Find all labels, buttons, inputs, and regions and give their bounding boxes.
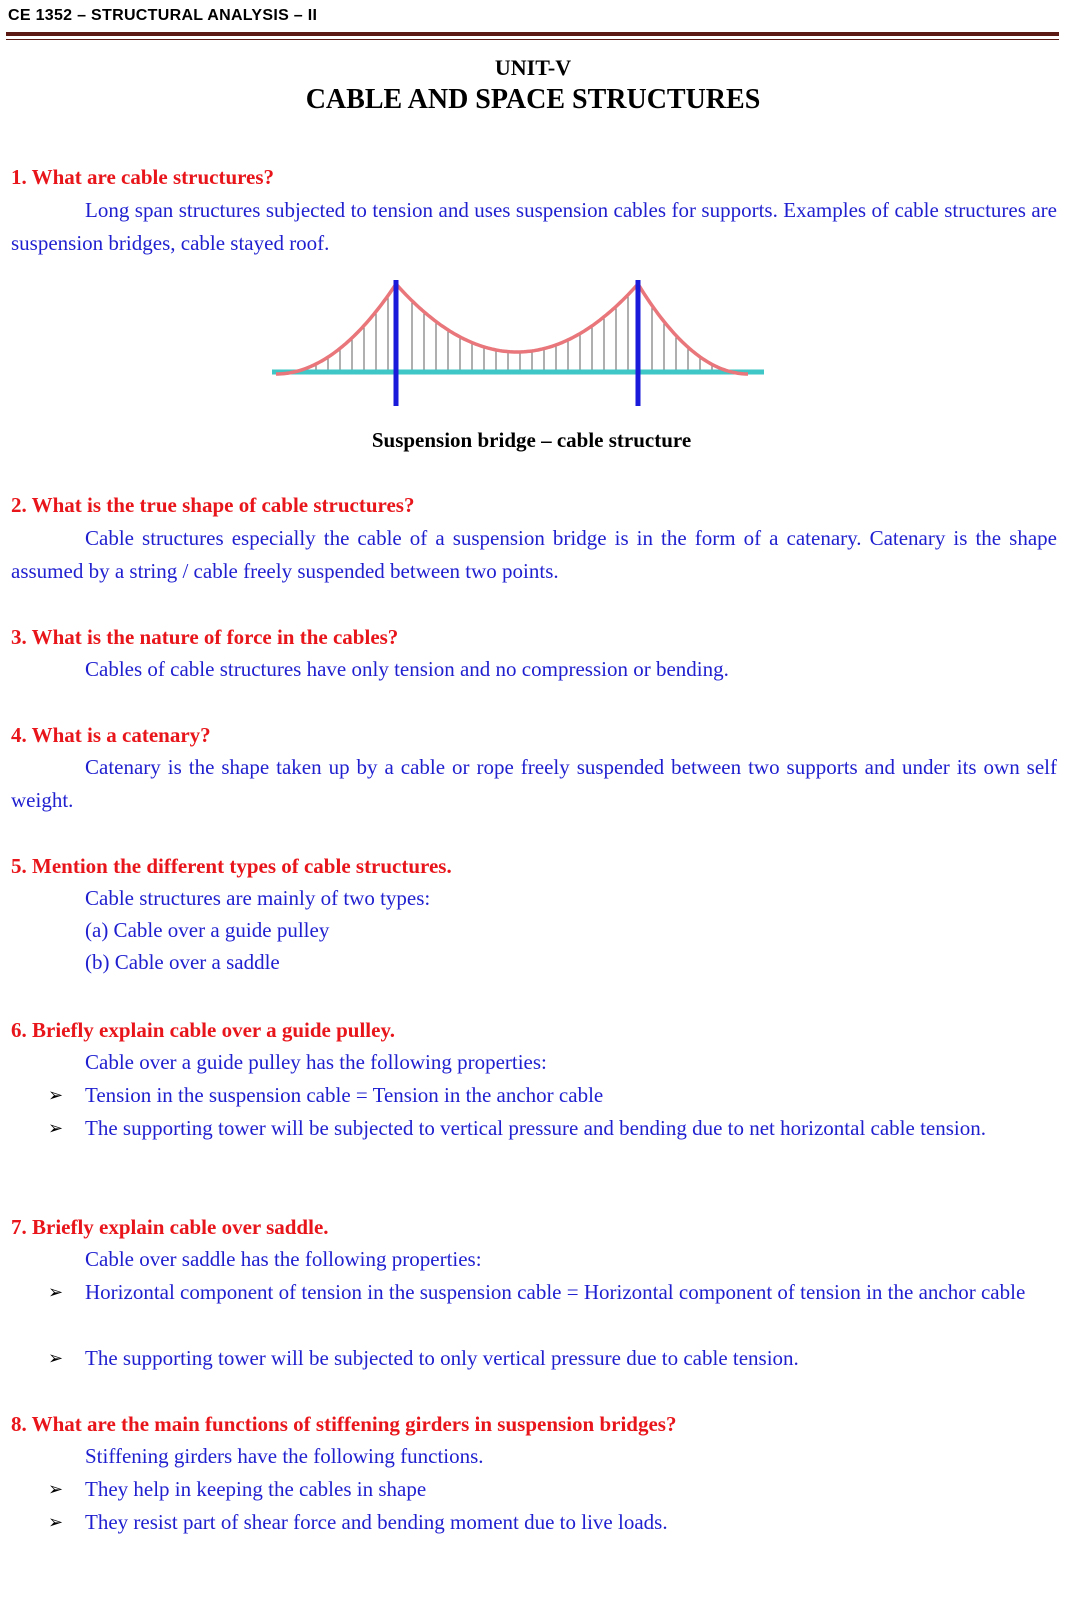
answer-4-text: Catenary is the shape taken up by a cable or rope freely suspended between two supports and under its own self weight. — [11, 755, 1057, 812]
unit-title: CABLE AND SPACE STRUCTURES — [305, 84, 761, 115]
question-2: 2. What is the true shape of cable structures? — [11, 493, 415, 517]
answer-5-intro: Cable structures are mainly of two types: — [85, 886, 431, 910]
arrow-bullet-icon: ➢ — [48, 1282, 64, 1303]
question-3: 3. What is the nature of force in the cables? — [11, 625, 399, 649]
question-5: 5. Mention the different types of cable structures. — [11, 854, 452, 878]
answer-2 — [11, 522, 1057, 588]
question-7: 7. Briefly explain cable over saddle. — [11, 1215, 329, 1239]
figure-caption: Suspension bridge – cable structure — [371, 428, 692, 452]
question-8: 8. What are the main functions of stiffening girders in suspension bridges? — [11, 1412, 677, 1436]
bullet-item — [48, 1342, 1057, 1375]
question-6: 6. Briefly explain cable over a guide pulley. — [11, 1018, 396, 1042]
answer-8-intro: Stiffening girders have the following functions. — [85, 1444, 484, 1468]
bullet-text: Horizontal component of tension in the suspension cable = Horizontal component of tension in the anchor cable — [85, 1280, 1026, 1304]
bullet-text: They help in keeping the cables in shape — [85, 1477, 427, 1501]
unit-label: UNIT-V — [494, 55, 572, 80]
bullet-text: The supporting tower will be subjected to vertical pressure and bending due to net horizontal cable tension. — [85, 1116, 986, 1140]
answer-6-intro: Cable over a guide pulley has the following properties: — [85, 1050, 547, 1074]
bullet-item — [48, 1079, 1057, 1112]
header-rule-thin — [6, 39, 1059, 40]
arrow-bullet-icon: ➢ — [48, 1479, 64, 1500]
bullet-text: They resist part of shear force and bending moment due to live loads. — [85, 1510, 668, 1534]
answer-2-text: Cable structures especially the cable of a suspension bridge is in the form of a catenary. Catenary is the shape assumed by a string / cable freely suspended between two points. — [11, 526, 1057, 583]
arrow-bullet-icon: ➢ — [48, 1085, 64, 1106]
bullet-text: Tension in the suspension cable = Tension in the anchor cable — [85, 1083, 604, 1107]
suspension-bridge-figure — [262, 276, 772, 412]
arrow-bullet-icon: ➢ — [48, 1348, 64, 1369]
bridge-main-cable — [276, 284, 748, 374]
bullet-text: The supporting tower will be subjected to only vertical pressure due to cable tension. — [85, 1346, 799, 1370]
header-rule-thick — [6, 32, 1059, 36]
answer-4 — [11, 751, 1057, 817]
question-4: 4. What is a catenary? — [11, 723, 211, 747]
running-head: CE 1352 – STRUCTURAL ANALYSIS – II — [8, 7, 318, 24]
bullet-item — [48, 1506, 1057, 1539]
bullet-item — [48, 1473, 1057, 1506]
bullet-item — [48, 1112, 1057, 1145]
arrow-bullet-icon: ➢ — [48, 1118, 64, 1139]
answer-3: Cables of cable structures have only tension and no compression or bending. — [85, 657, 729, 681]
answer-7-intro: Cable over saddle has the following properties: — [85, 1247, 482, 1271]
bullet-item — [48, 1276, 1057, 1309]
arrow-bullet-icon: ➢ — [48, 1512, 64, 1533]
list-item: (b) Cable over a saddle — [85, 950, 280, 974]
list-item: (a) Cable over a guide pulley — [85, 918, 330, 942]
question-1: 1. What are cable structures? — [11, 165, 275, 189]
answer-1-text: Long span structures subjected to tension and uses suspension cables for supports. Examples of cable structures are suspension bridges, cable stayed roof. — [11, 198, 1057, 255]
answer-1 — [11, 194, 1057, 260]
